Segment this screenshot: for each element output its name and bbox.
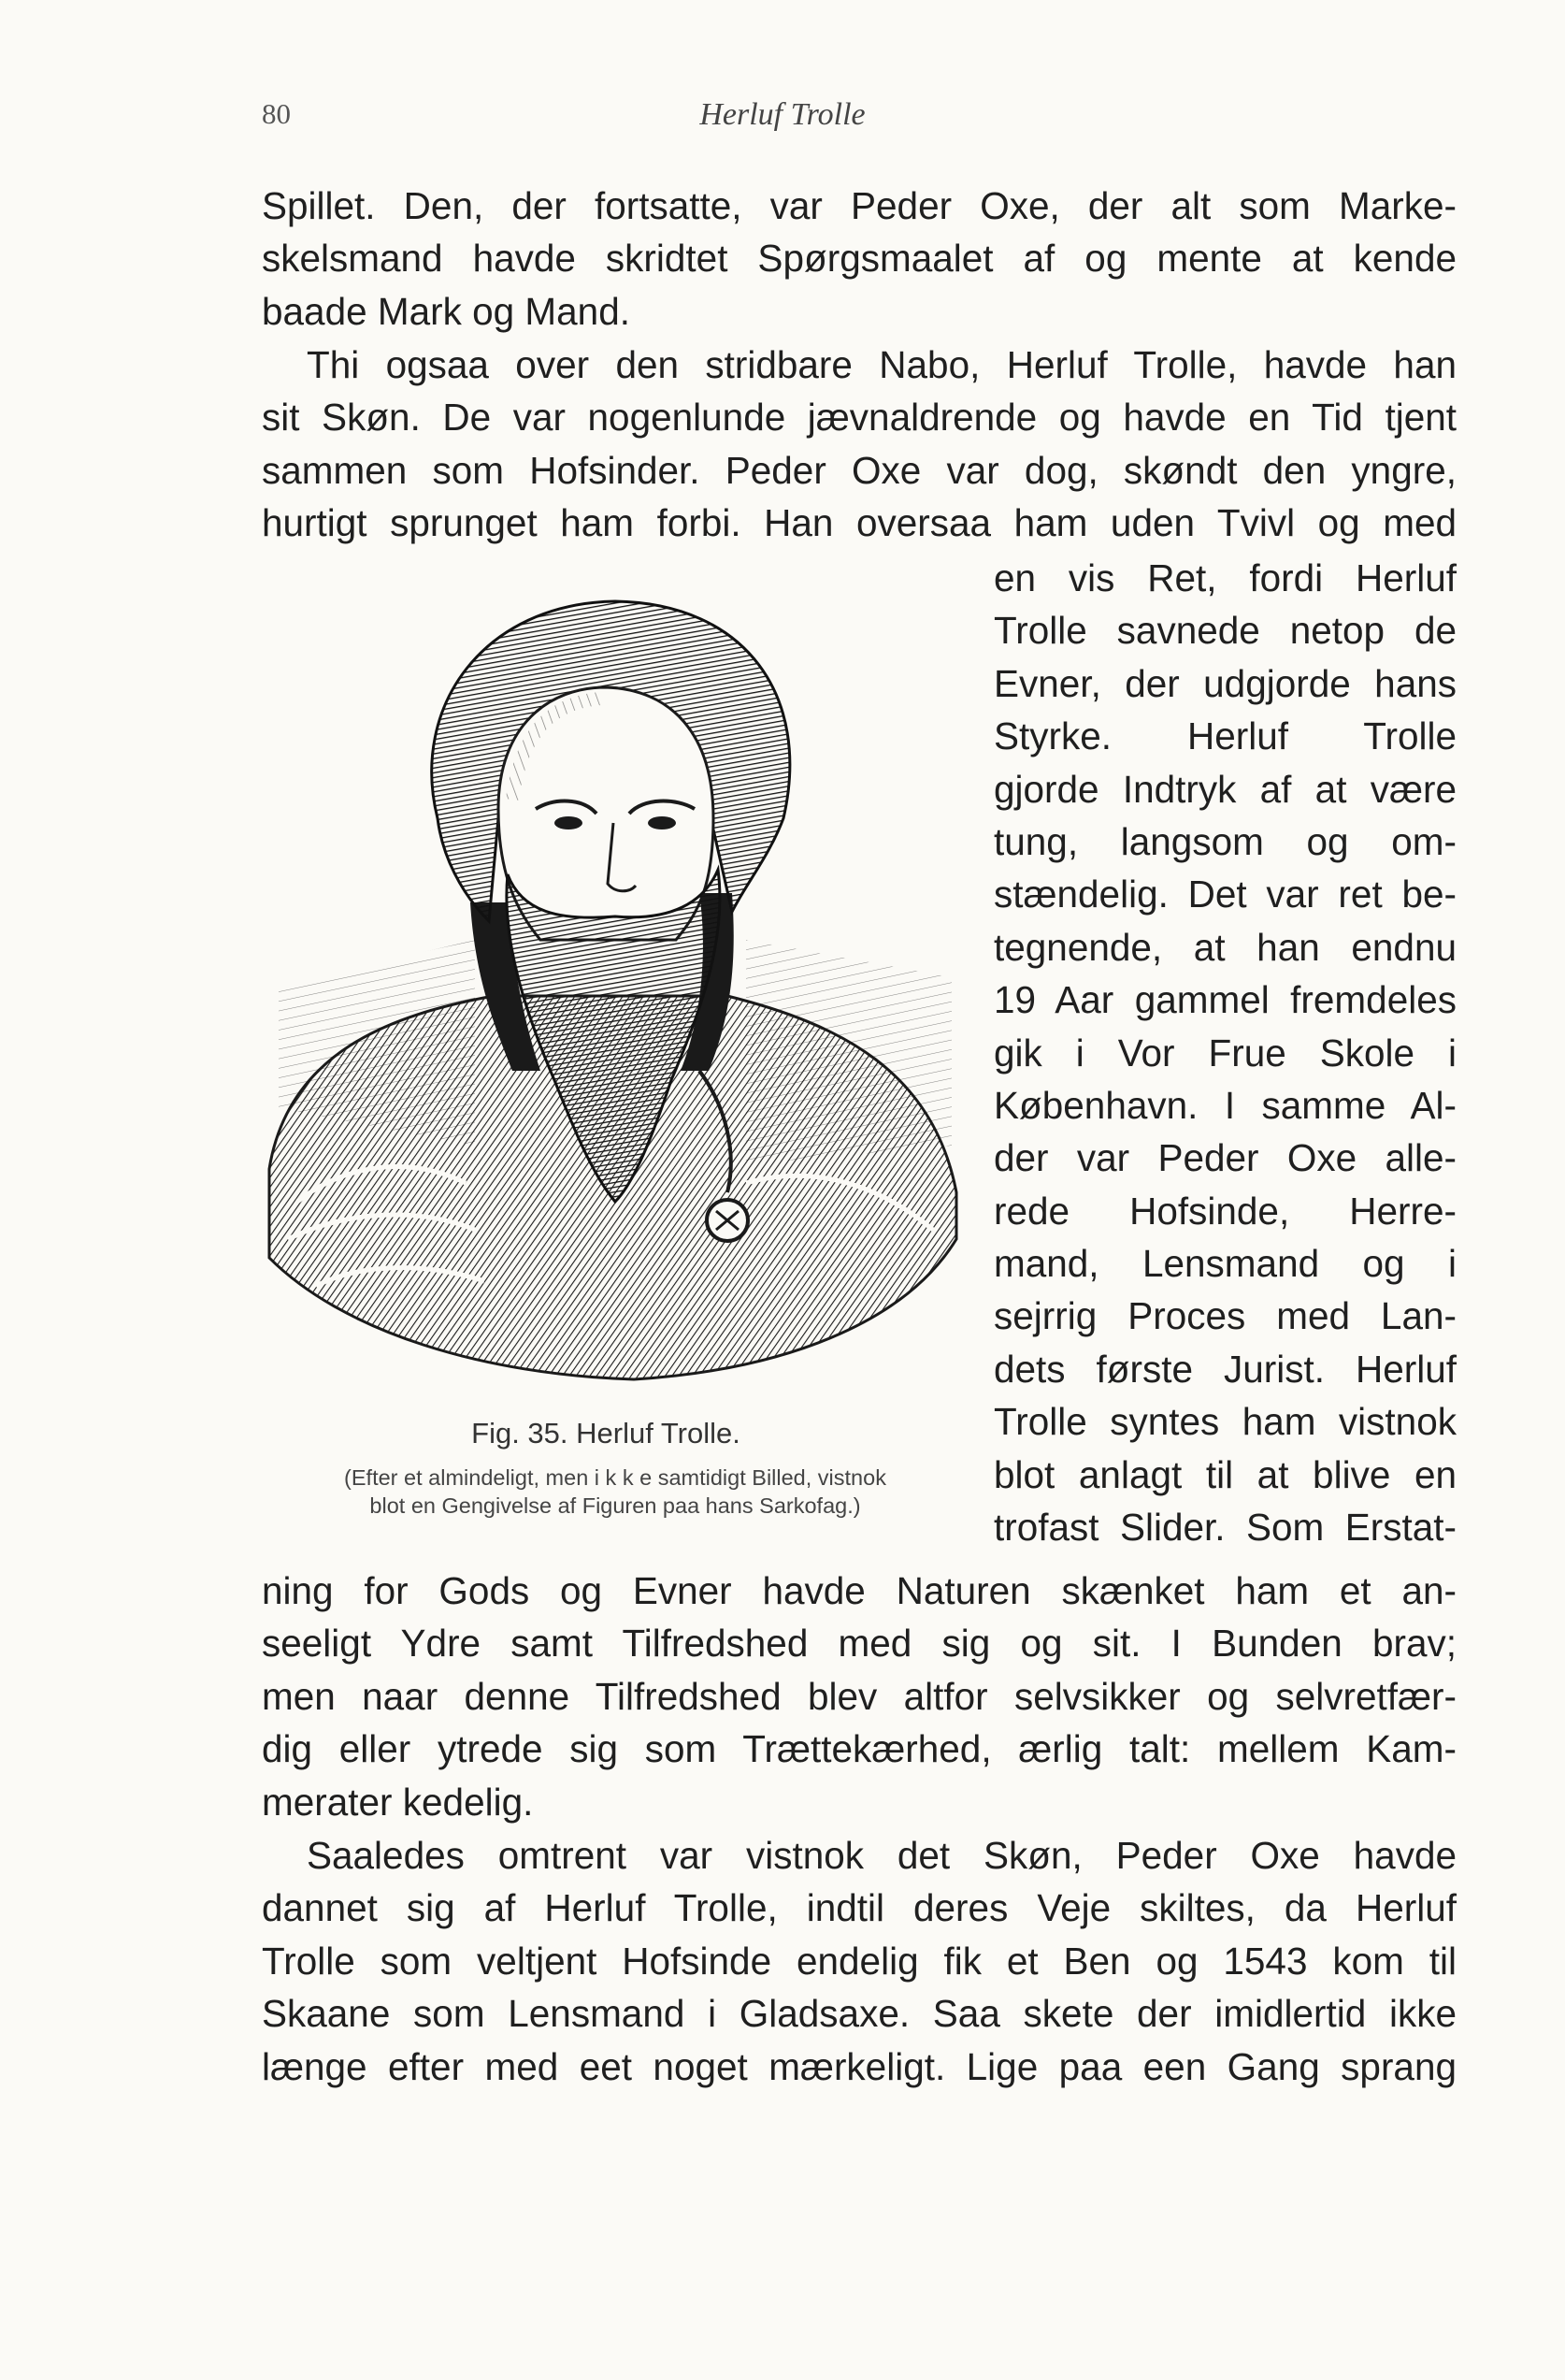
text-line: ning for Gods og Evner havde Naturen skænket ham et an- bbox=[262, 1569, 1457, 1612]
portrait-figure bbox=[260, 584, 970, 1518]
text-line: sit Skøn. De var nogenlunde jævnaldrende og havde en Tid tjent bbox=[262, 396, 1457, 440]
text-line: baade Mark og Mand. bbox=[262, 289, 630, 333]
text-line: 19 Aar gammel fremdeles bbox=[994, 978, 1457, 1022]
text-line: tung, langsom og om- bbox=[994, 819, 1457, 863]
text-line: hurtigt sprunget ham forbi. Han oversaa ham uden Tvivl og med bbox=[262, 501, 1457, 545]
text-line: Saaledes omtrent var vistnok det Skøn, Peder Oxe havde bbox=[307, 1834, 1457, 1877]
text-line: Trolle som veltjent Hofsinde endelig fik et Ben og 1543 kom til bbox=[262, 1939, 1457, 1983]
text-line: merater kedelig. bbox=[262, 1780, 534, 1824]
text-line: København. I samme Al- bbox=[994, 1083, 1457, 1127]
text-line: tegnende, at han endnu bbox=[994, 925, 1457, 969]
text-line: Skaane som Lensmand i Gladsaxe. Saa skete der imidlertid ikke bbox=[262, 1992, 1457, 2036]
text-line: mand, Lensmand og i bbox=[994, 1242, 1457, 1286]
text-line: Trolle savnede netop de bbox=[994, 609, 1457, 653]
text-line: en vis Ret, fordi Herluf bbox=[994, 556, 1457, 599]
figure-caption-note bbox=[260, 1464, 970, 1520]
text-line: trofast Slider. Som Erstat- bbox=[994, 1506, 1457, 1550]
text-line: skelsmand havde skridtet Spørgsmaalet af og mente at kende bbox=[262, 237, 1457, 281]
paragraph-second bbox=[262, 339, 1457, 550]
paragraph-final bbox=[262, 1829, 1457, 2093]
text-line: Trolle syntes ham vistnok bbox=[994, 1400, 1457, 1444]
text-line: blot anlagt til at blive en bbox=[994, 1452, 1457, 1496]
figure-caption-title: Fig. 35. Herluf Trolle. bbox=[471, 1417, 740, 1450]
text-line: stændelig. Det var ret be- bbox=[994, 873, 1457, 916]
text-line: sejrrig Proces med Lan- bbox=[994, 1294, 1457, 1338]
text-line: rede Hofsinde, Herre- bbox=[994, 1189, 1457, 1233]
caption-note-line: (Efter et almindeligt, men i k k e samtidigt Billed, vistnok bbox=[344, 1465, 886, 1490]
running-title: Herluf Trolle bbox=[699, 97, 866, 132]
text-line: Styrke. Herluf Trolle bbox=[994, 714, 1457, 758]
text-line: men naar denne Tilfredshed blev altfor selvsikker og selvretfær- bbox=[262, 1674, 1457, 1718]
text-line: Spillet. Den, der fortsatte, var Peder Oxe, der alt som Marke- bbox=[262, 184, 1457, 227]
text-line: Evner, der udgjorde hans bbox=[994, 661, 1457, 705]
paragraph-wrap-around-figure bbox=[994, 552, 1457, 1553]
text-line: dig eller ytrede sig som Trættekærhed, ærlig talt: mellem Kam- bbox=[262, 1727, 1457, 1771]
text-line: Thi ogsaa over den stridbare Nabo, Herluf Trolle, havde han bbox=[307, 343, 1457, 386]
paragraph-top bbox=[262, 180, 1457, 338]
text-line: dannet sig af Herluf Trolle, indtil deres Veje skiltes, da Herluf bbox=[262, 1886, 1457, 1930]
text-line: der var Peder Oxe alle- bbox=[994, 1136, 1457, 1180]
text-line: gik i Vor Frue Skole i bbox=[994, 1031, 1457, 1075]
page-number: 80 bbox=[262, 97, 291, 130]
text-line: gjorde Indtryk af at være bbox=[994, 767, 1457, 811]
paragraph-after-figure bbox=[262, 1565, 1457, 1828]
text-line: seeligt Ydre samt Tilfredshed med sig og sit. I Bunden brav; bbox=[262, 1622, 1457, 1666]
text-line: længe efter med eet noget mærkeligt. Lige paa een Gang sprang bbox=[262, 2044, 1457, 2088]
text-line: sammen som Hofsinder. Peder Oxe var dog, skøndt den yngre, bbox=[262, 448, 1457, 492]
text-line: dets første Jurist. Herluf bbox=[994, 1347, 1457, 1391]
portrait-engraving bbox=[260, 584, 970, 1407]
caption-note-line: blot en Gengivelse af Figuren paa hans Sarkofag.) bbox=[369, 1493, 861, 1518]
page-header bbox=[0, 97, 1565, 135]
